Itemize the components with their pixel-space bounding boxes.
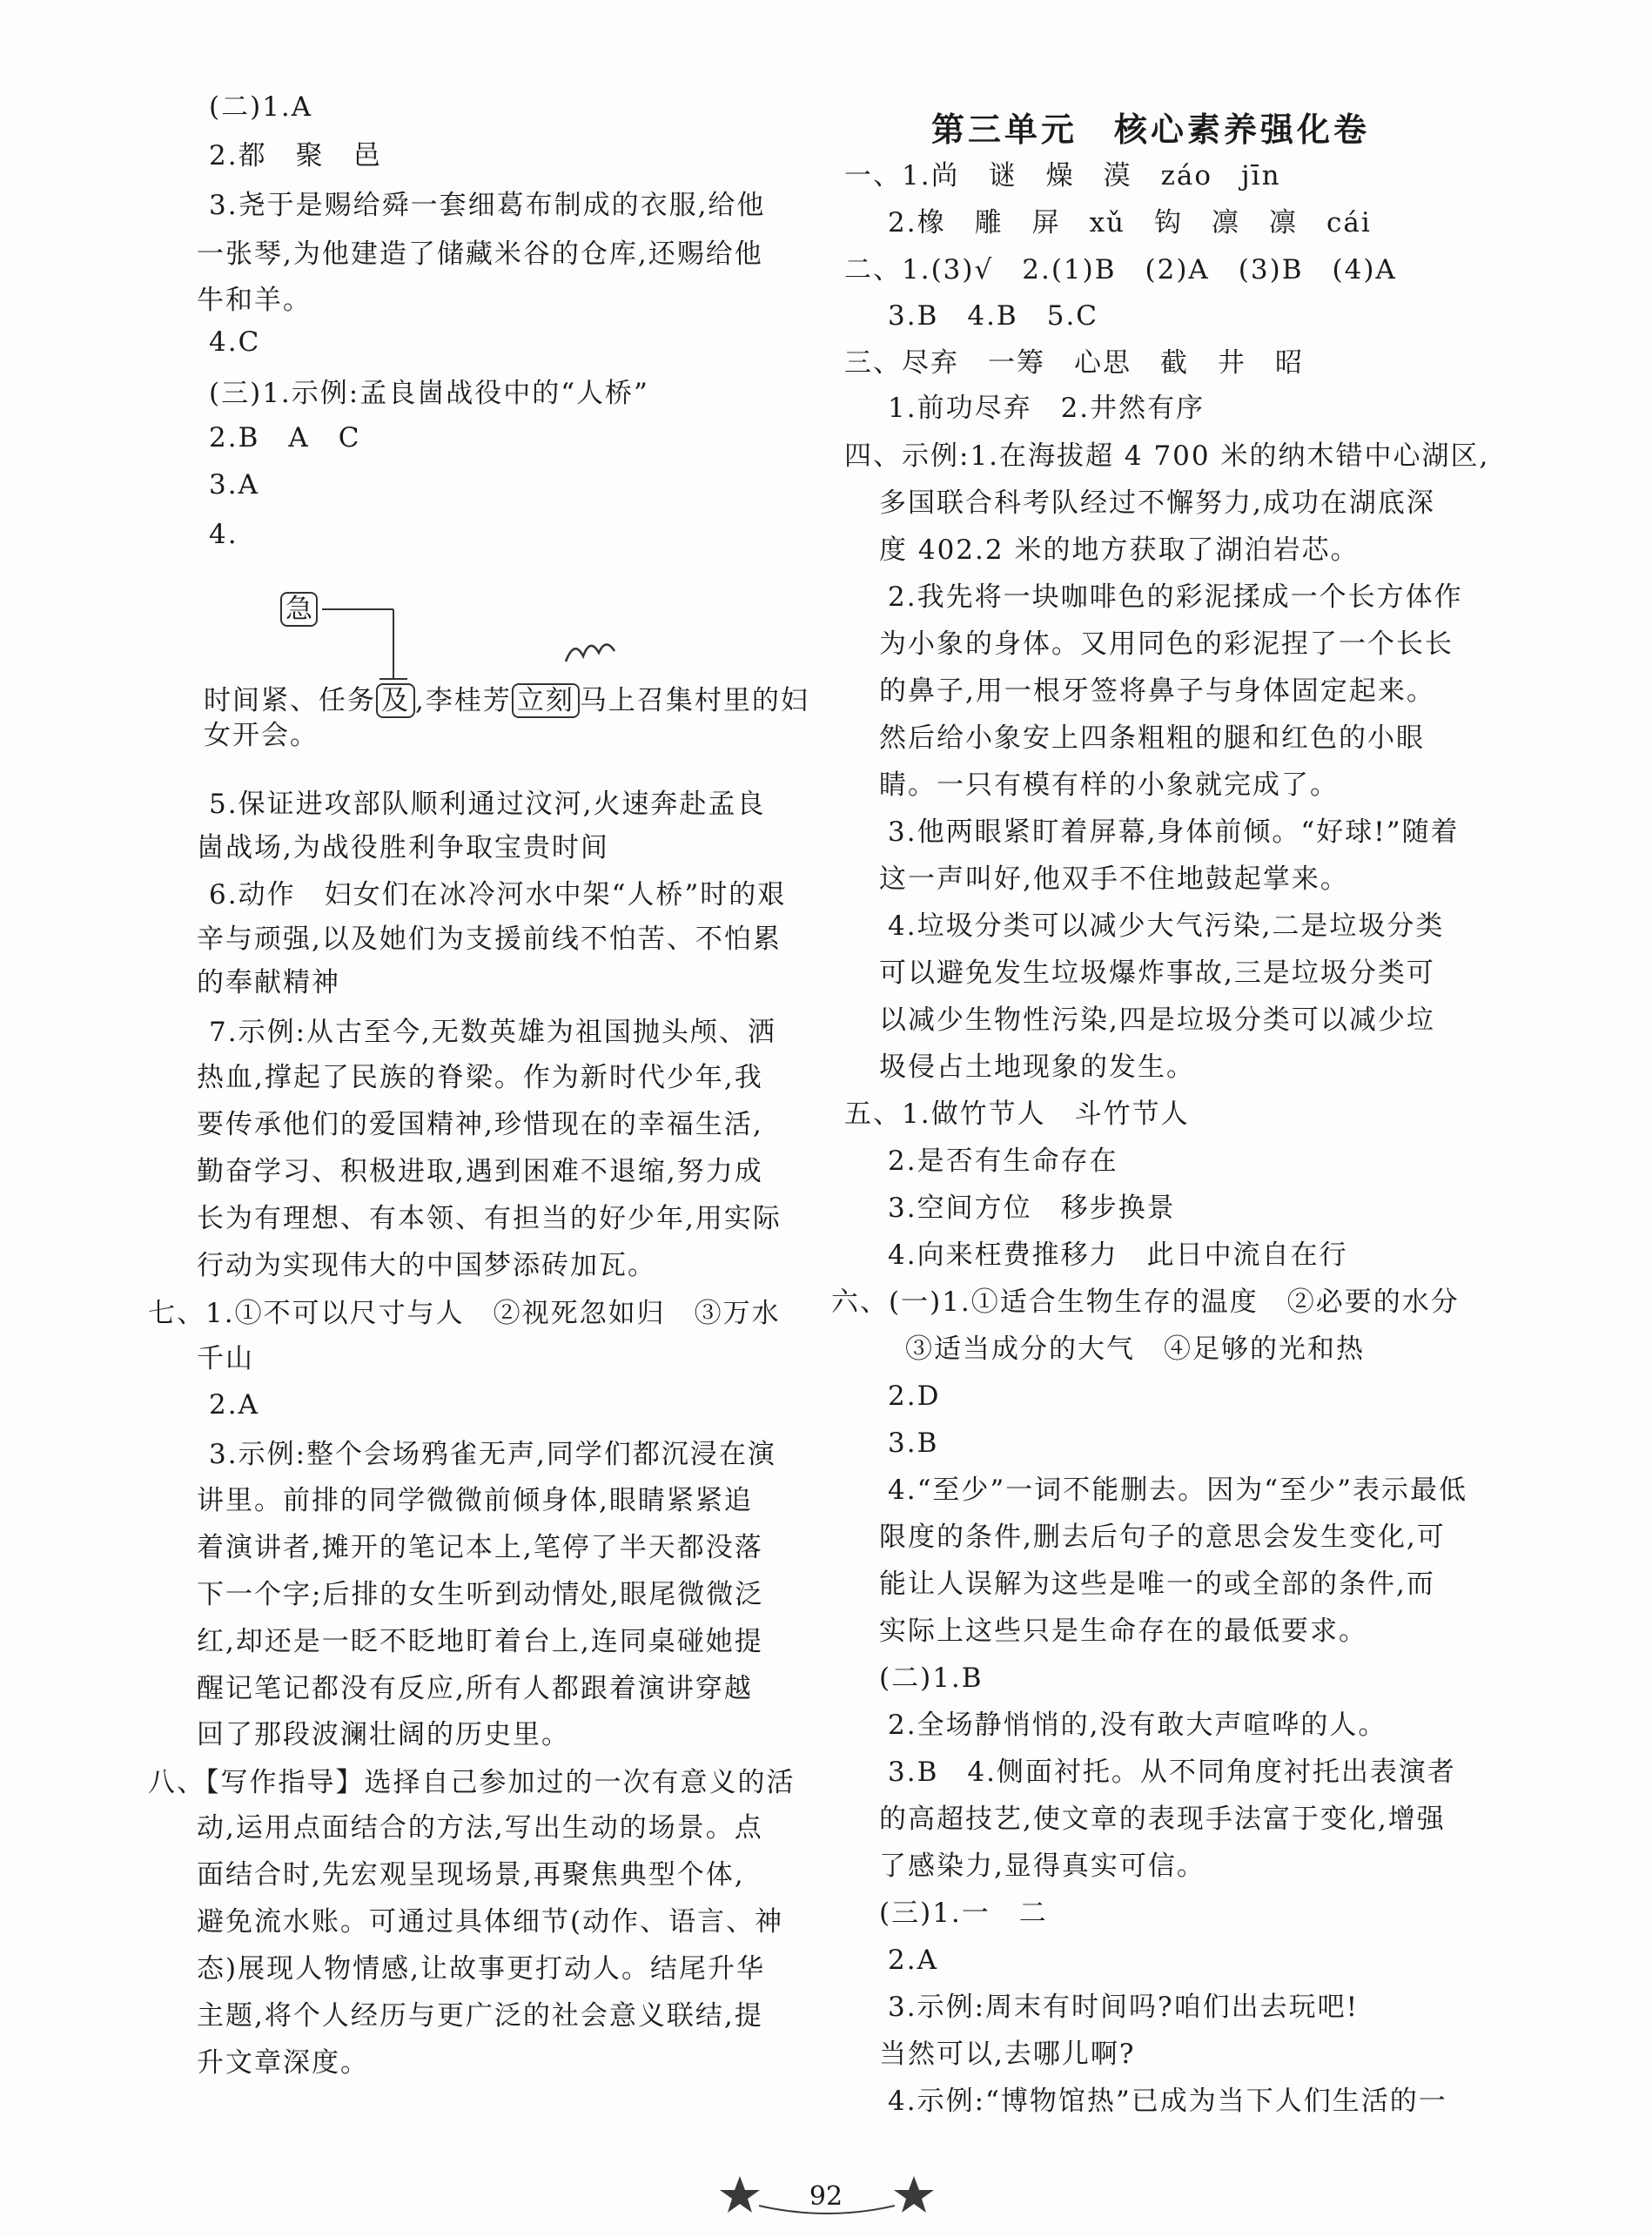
text-line: 4.垃圾分类可以减少大气污染,二是垃圾分类 bbox=[888, 910, 1445, 942]
text-line: 能让人误解为这些是唯一的或全部的条件,而 bbox=[879, 1569, 1435, 1600]
annotated-sentence-figure bbox=[200, 574, 827, 757]
figure-sentence-end: 女开会。 bbox=[204, 720, 319, 751]
text-line: 面结合时,先宏观呈现场景,再聚焦典型个体, bbox=[197, 1859, 745, 1891]
text-line: 当然可以,去哪儿啊? bbox=[879, 2039, 1136, 2070]
boxed-word-top: 急 bbox=[280, 592, 318, 627]
text-line: 2.都 聚 邑 bbox=[209, 140, 382, 171]
text-line: 主题,将个人经历与更广泛的社会意义联结,提 bbox=[197, 2000, 763, 2032]
text-line: 2.是否有生命存在 bbox=[888, 1145, 1118, 1177]
text-line: 了感染力,显得真实可信。 bbox=[879, 1851, 1205, 1882]
text-line: 回了那段波澜壮阔的历史里。 bbox=[197, 1719, 570, 1750]
text-line: ③适当成分的大气 ④足够的光和热 bbox=[905, 1333, 1365, 1365]
text-line: (三)1.一 二 bbox=[879, 1898, 1048, 1929]
text-line: 多国联合科考队经过不懈努力,成功在湖底深 bbox=[879, 487, 1435, 519]
text-line: 牛和羊。 bbox=[197, 285, 312, 316]
text-line: 千山 bbox=[197, 1343, 254, 1374]
text-line: 动,运用点面结合的方法,写出生动的场景。点 bbox=[197, 1812, 763, 1844]
text-line: 以减少生物性污染,四是垃圾分类可以减少垃 bbox=[879, 1004, 1435, 1036]
text-line: 睛。一只有模有样的小象就完成了。 bbox=[879, 769, 1339, 801]
boxed-word-mid: 及 bbox=[376, 683, 415, 718]
text-line: 4.向来枉费推移力 此日中流自在行 bbox=[888, 1239, 1348, 1271]
text-line: 的鼻子,用一根牙签将鼻子与身体固定起来。 bbox=[879, 675, 1435, 707]
text-line: (三)1.示例:孟良崮战役中的“人桥” bbox=[209, 378, 649, 409]
text-line: 3.示例:整个会场鸦雀无声,同学们都沉浸在演 bbox=[209, 1439, 776, 1470]
text-line: 6.动作 妇女们在冰冷河水中架“人桥”时的艰 bbox=[209, 879, 787, 910]
text-line: 六、(一)1.①适合生物生存的温度 ②必要的水分 bbox=[831, 1286, 1460, 1318]
text-line: 可以避免发生垃圾爆炸事故,三是垃圾分类可 bbox=[879, 957, 1435, 989]
text-line: 辛与顽强,以及她们为支援前线不怕苦、不怕累 bbox=[197, 924, 782, 955]
text-line: 3.示例:周末有时间吗?咱们出去玩吧! bbox=[888, 1992, 1360, 2023]
section-title: 第三单元 核心素养强化卷 bbox=[931, 111, 1371, 149]
text-line: 为小象的身体。又用同色的彩泥捏了一个长长 bbox=[879, 628, 1454, 660]
text-line: 2.A bbox=[209, 1389, 259, 1421]
text-line: 升文章深度。 bbox=[197, 2047, 369, 2079]
text-line: 讲里。前排的同学微微前倾身体,眼睛紧紧追 bbox=[197, 1485, 753, 1516]
text-line: 的高超技艺,使文章的表现手法富于变化,增强 bbox=[879, 1804, 1446, 1835]
text-line: (二)1.B bbox=[879, 1663, 984, 1694]
text-line: 限度的条件,删去后句子的意思会发生变化,可 bbox=[879, 1522, 1446, 1553]
text-line: 7.示例:从古至今,无数英雄为祖国抛头颅、洒 bbox=[209, 1017, 776, 1048]
text-line: 一张琴,为他建造了储藏米谷的仓库,还赐给他 bbox=[197, 238, 763, 270]
text-line: 崮战场,为战役胜利争取宝贵时间 bbox=[197, 832, 609, 863]
text-line: 避免流水账。可通过具体细节(动作、语言、神 bbox=[197, 1906, 784, 1938]
text-line: 热血,撑起了民族的脊梁。作为新时代少年,我 bbox=[197, 1062, 763, 1093]
text-line: 一、1.尚 谜 燥 漠 záo jīn bbox=[844, 160, 1281, 191]
text-line: 态)展现人物情感,让故事更打动人。结尾升华 bbox=[197, 1953, 765, 1985]
text-line: 4.“至少”一词不能删去。因为“至少”表示最低 bbox=[888, 1475, 1467, 1506]
text-line: 度 402.2 米的地方获取了湖泊岩芯。 bbox=[879, 534, 1360, 566]
figure-sentence-part: ,李桂芳 bbox=[415, 685, 512, 716]
text-line: 行动为实现伟大的中国梦添砖加瓦。 bbox=[197, 1250, 656, 1281]
text-line: 4.示例:“博物馆热”已成为当下人们生活的一 bbox=[888, 2086, 1447, 2117]
text-line: 1.前功尽弃 2.井然有序 bbox=[888, 393, 1205, 424]
text-line: 2.A bbox=[888, 1945, 938, 1976]
text-line: 下一个字;后排的女生听到动情处,眼尾微微泛 bbox=[197, 1579, 764, 1610]
text-line: 圾侵占土地现象的发生。 bbox=[879, 1051, 1195, 1083]
text-line: 七、1.①不可以尺寸与人 ②视死忽如归 ③万水 bbox=[148, 1298, 781, 1329]
figure-sentence-part: 马上召集村里的妇 bbox=[579, 685, 809, 716]
text-line: 三、尽弃 一筹 心思 截 井 昭 bbox=[844, 347, 1304, 379]
page-number: 92 bbox=[809, 2181, 843, 2212]
boxed-word-right: 立刻 bbox=[512, 683, 580, 718]
figure-sentence-part: 时间紧、任务 bbox=[204, 685, 376, 716]
text-line: 要传承他们的爱国精神,珍惜现在的幸福生活, bbox=[197, 1109, 763, 1140]
text-line: 3.B bbox=[888, 1428, 939, 1459]
text-line: 红,却还是一眨不眨地盯着台上,连同桌碰她提 bbox=[197, 1626, 763, 1657]
text-line: 2.我先将一块咖啡色的彩泥揉成一个长方体作 bbox=[888, 581, 1463, 613]
text-line: 2.D bbox=[888, 1380, 941, 1412]
text-line: 然后给小象安上四条粗粗的腿和红色的小眼 bbox=[879, 722, 1425, 754]
text-line: 4.C bbox=[209, 326, 261, 358]
text-line: 3.B 4.侧面衬托。从不同角度衬托出表演者 bbox=[888, 1757, 1456, 1788]
text-line: 这一声叫好,他双手不住地鼓起掌来。 bbox=[879, 863, 1349, 895]
text-line: 的奉献精神 bbox=[197, 967, 340, 998]
text-line: 2.B A C bbox=[209, 422, 361, 453]
text-line: 长为有理想、有本领、有担当的好少年,用实际 bbox=[197, 1203, 782, 1234]
figure-sentence bbox=[204, 683, 809, 718]
text-line: 3.空间方位 移步换景 bbox=[888, 1192, 1176, 1224]
text-line: 2.全场静悄悄的,没有敢大声喧哗的人。 bbox=[888, 1710, 1387, 1741]
text-line: 实际上这些只是生命存在的最低要求。 bbox=[879, 1616, 1367, 1647]
text-line: 3.A bbox=[209, 469, 259, 500]
text-line: 四、示例:1.在海拔超 4 700 米的纳木错中心湖区, bbox=[844, 440, 1490, 472]
text-line: 3.B 4.B 5.C bbox=[888, 300, 1099, 332]
text-line: 3.他两眼紧盯着屏幕,身体前倾。“好球!”随着 bbox=[888, 816, 1460, 848]
text-line: 勤奋学习、积极进取,遇到困难不退缩,努力成 bbox=[197, 1156, 763, 1187]
text-line: 3.尧于是赐给舜一套细葛布制成的衣服,给他 bbox=[209, 190, 766, 221]
text-line: 着演讲者,摊开的笔记本上,笔停了半天都没落 bbox=[197, 1532, 763, 1563]
text-line: 5.保证进攻部队顺利通过汶河,火速奔赴孟良 bbox=[209, 789, 766, 820]
text-line: 二、1.(3)√ 2.(1)B (2)A (3)B (4)A bbox=[844, 254, 1397, 286]
text-line: 2.橡 雕 屏 xǔ 钩 凛 凛 cái bbox=[888, 207, 1372, 238]
text-line: 八、【写作指导】选择自己参加过的一次有意义的活 bbox=[148, 1767, 796, 1798]
text-line: 醒记笔记都没有反应,所有人都跟着演讲穿越 bbox=[197, 1673, 753, 1704]
text-line: 4. bbox=[209, 519, 238, 550]
text-line: (二)1.A bbox=[209, 91, 313, 123]
text-line: 五、1.做竹节人 斗竹节人 bbox=[844, 1098, 1190, 1130]
